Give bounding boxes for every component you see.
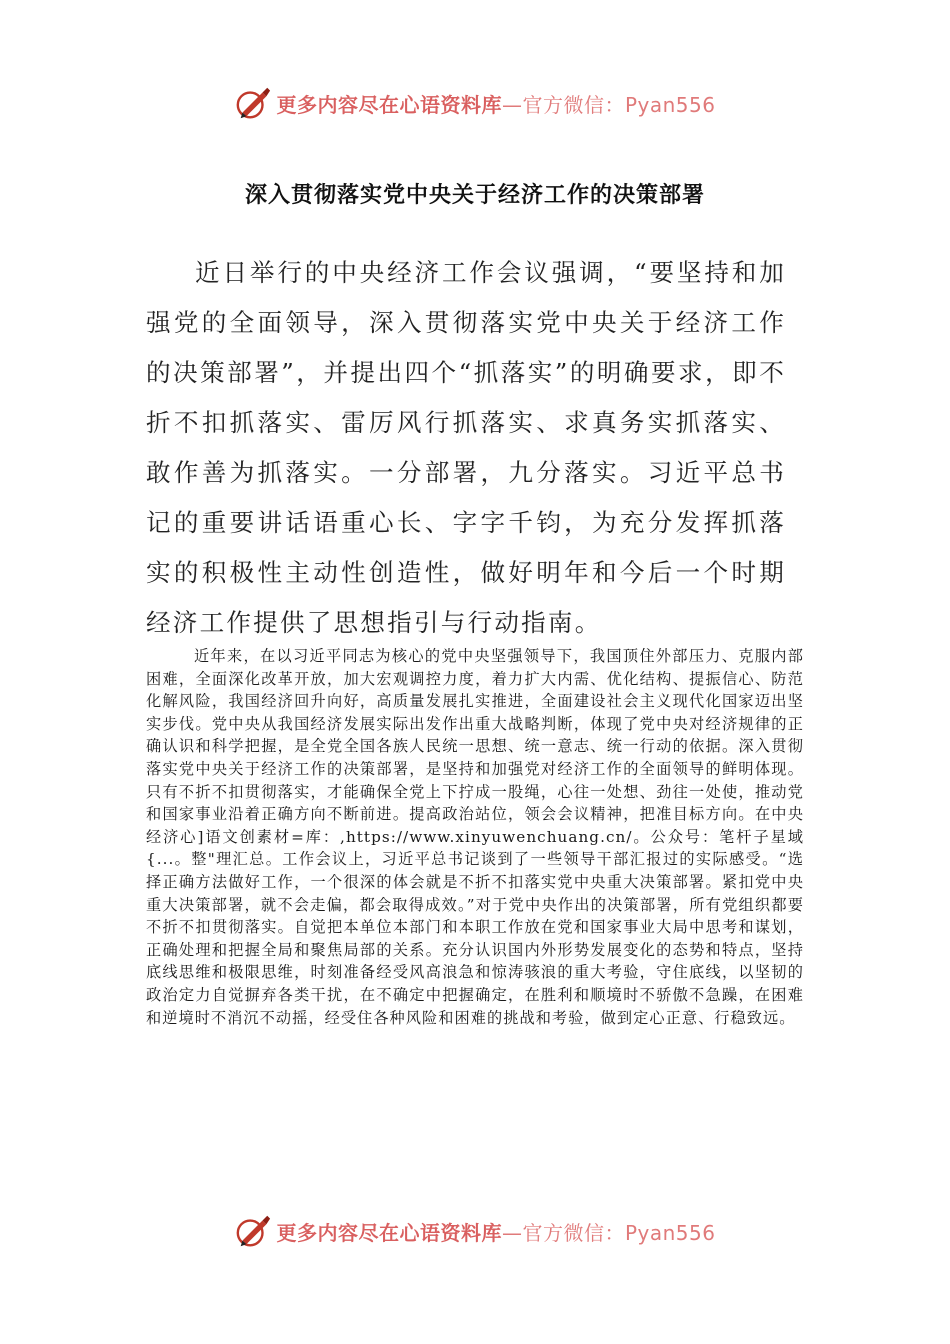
banner-text-main: 更多内容尽在心语资料库 [276, 92, 502, 117]
pen-logo-icon [234, 84, 272, 122]
footer-banner [0, 1206, 950, 1256]
footer-banner-text-tail: —官方微信：Pyan556 [501, 1220, 716, 1245]
body-paragraph: 近年来，在以习近平同志为核心的党中央坚强领导下，我国顶住外部压力、克服内部困难，全面深化改革开放，加大宏观调控力度，着力扩大内需、优化结构、提振信心、防范化解风险，我国经济回升向好，高质量发展扎实推进，全面建设社会主义现代化国家迈出坚实步伐。党中央从我国经济发展实际出发作出重大战略判断，体现了党中央对经济规律的正确认识和科学把握，是全党全国各族人民统一思想、统一意志、统一行动的依据。深入贯彻落实党中央关于经济工作的决策部署，是坚持和加强党对经济工作的全面领导的鲜明体现。只有不折不扣贯彻落实，才能确保全党上下拧成一股绳，心往一处想、劲往一处使，推动党和国家事业沿着正确方向不断前进。提高政治站位，领会会议精神，把准目标方向。在中央经济心]语文创素材=库：,https://www.xinyuwenchuang.cn/。公众号：笔杆子星域{...。整"理汇总。工作会议上，习近平总书记谈到了一些领导干部汇报过的实际感受。“选择正确方法做好工作，一个很深的体会就是不折不扣落实党中央重大决策部署。紧扣党中央重大决策部署，就不会走偏，都会取得成效。”对于党中央作出的决策部署，所有党组织都要不折不扣贯彻落实。自觉把本单位本部门和本职工作放在党和国家事业大局中思考和谋划，正确处理和把握全局和聚焦局部的关系。充分认识国内外形势发展变化的态势和特点，坚持底线思维和极限思维，时刻准备经受风高浪急和惊涛骇浪的重大考验，守住底线，以坚韧的政治定力自觉摒弃各类干扰，在不确定中把握确定，在胜利和顺境时不骄傲不急躁，在困难和逆境时不消沉不动摇，经受住各种风险和困难的挑战和考验，做到定心正意、行稳致远。 [146, 647, 804, 1027]
banner-text [276, 89, 715, 118]
lead-paragraph: 近日举行的中央经济工作会议强调，“要坚持和加强党的全面领导，深入贯彻落实党中央关于经济工作的决策部署”，并提出四个“抓落实”的明确要求，即不折不扣抓落实、雷厉风行抓落实、求真务实抓落实、敢作善为抓落实。一分部署，九分落实。习近平总书记的重要讲话语重心长、字字千钧，为充分发挥抓落实的积极性主动性创造性，做好明年和今后一个时期经济工作提供了思想指引与行动指南。 [146, 258, 786, 637]
footer-banner-text-main: 更多内容尽在心语资料库 [276, 1220, 502, 1245]
banner-text-tail: —官方微信：Pyan556 [501, 92, 716, 117]
header-banner [0, 78, 950, 128]
pen-logo-icon [234, 1212, 272, 1250]
page-title: 深入贯彻落实党中央关于经济工作的决策部署 [244, 183, 705, 208]
footer-banner-text [276, 1217, 715, 1246]
